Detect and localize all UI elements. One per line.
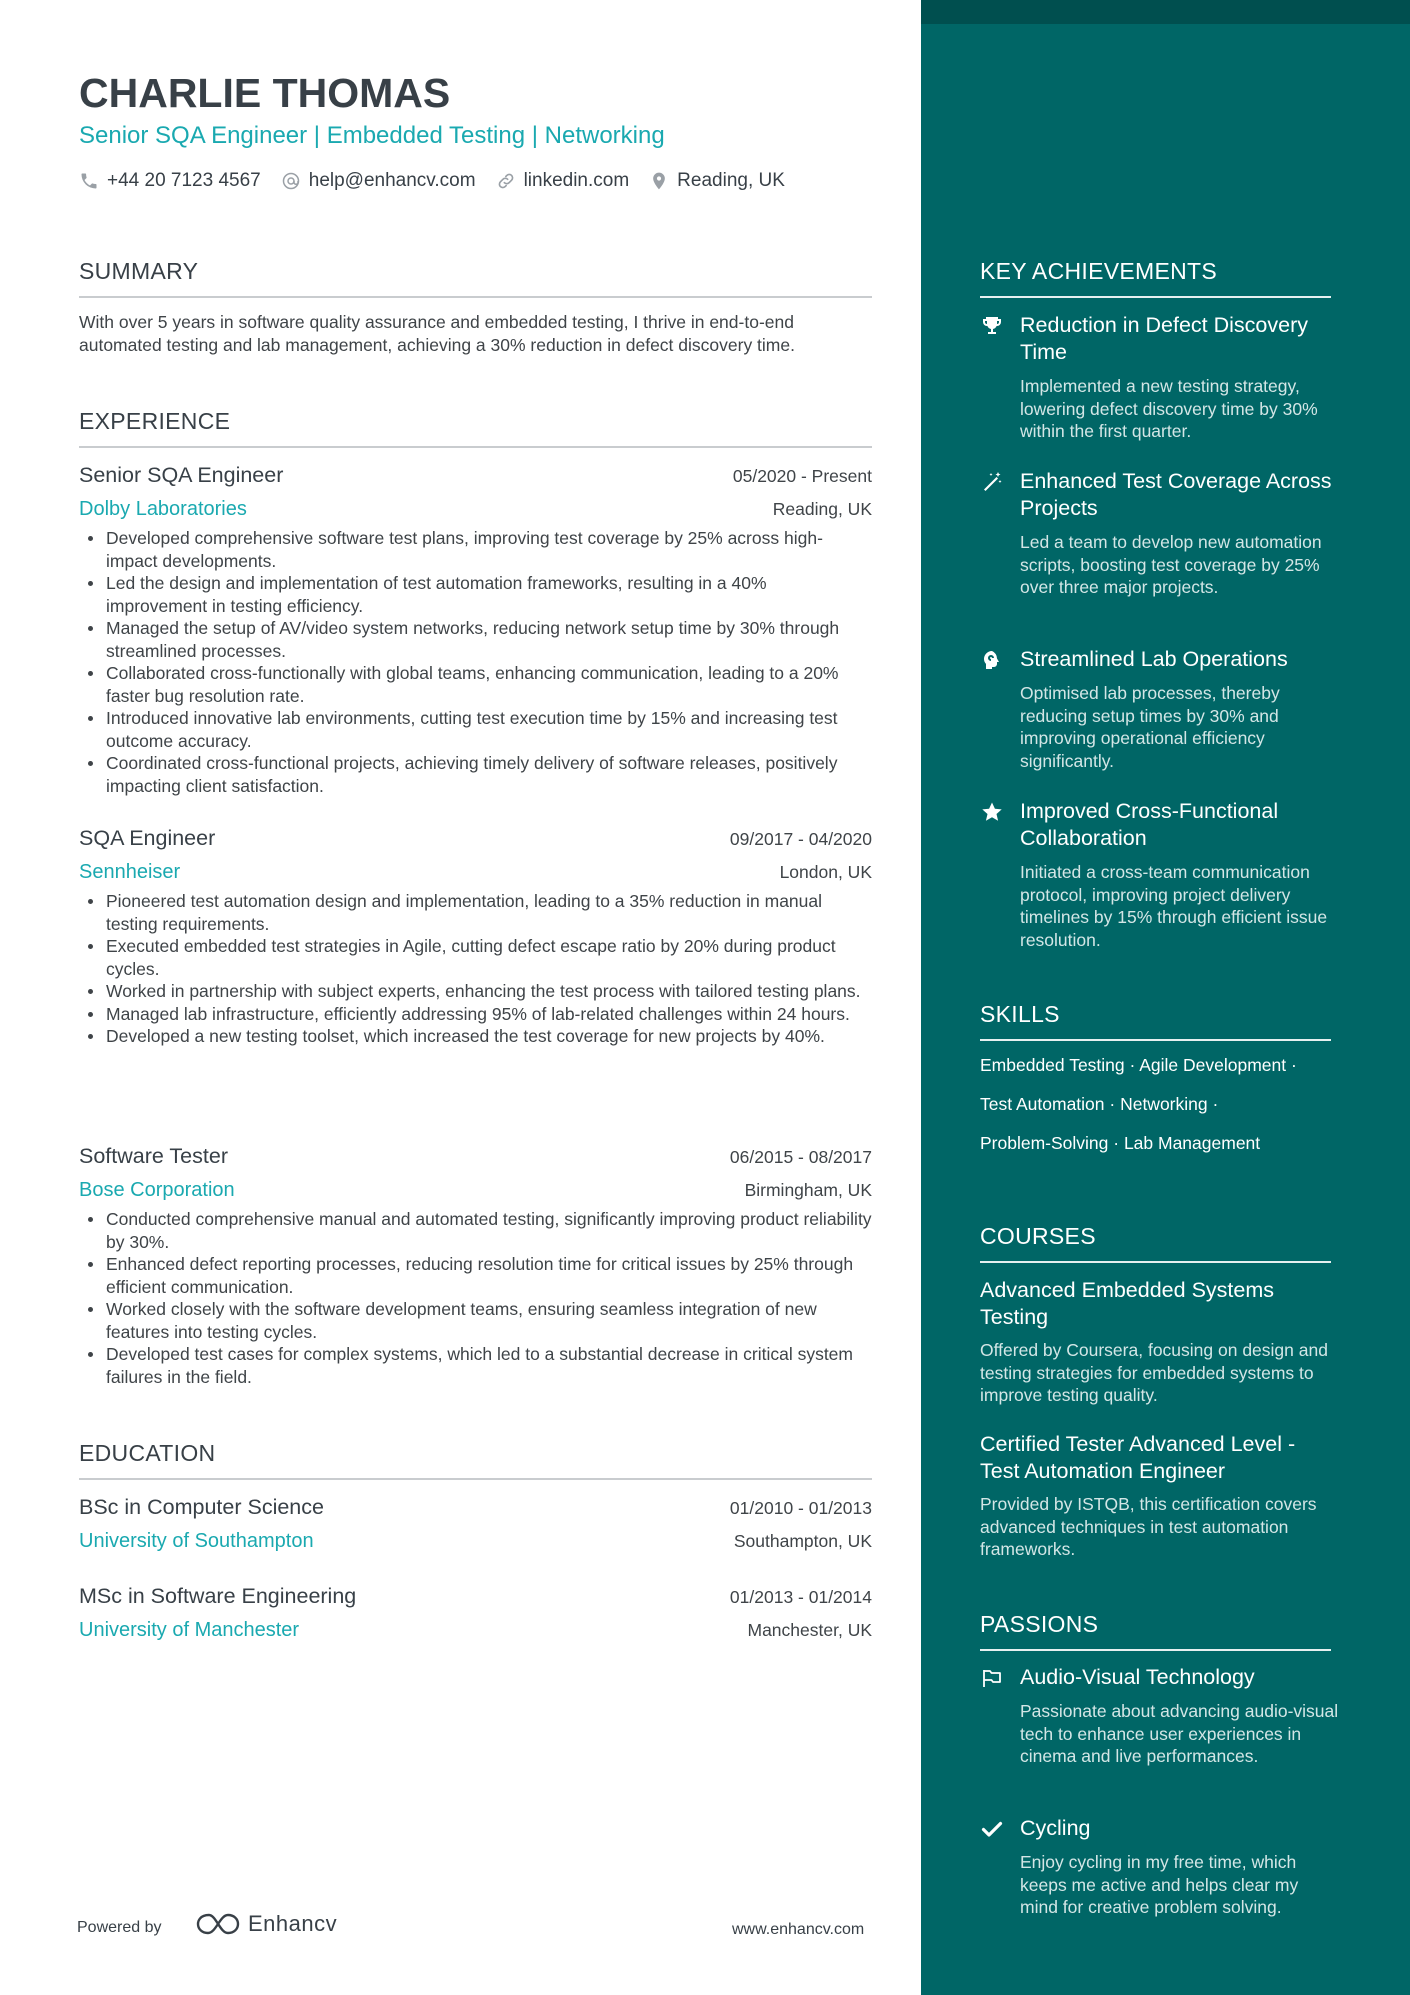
job-entry — [79, 1144, 872, 1388]
contact-location-text: Reading, UK — [677, 170, 785, 191]
achievement-title: Streamlined Lab Operations — [1020, 647, 1288, 671]
contact-location — [649, 170, 785, 192]
courses-heading: COURSES — [980, 1223, 1096, 1249]
job-bullet: Worked closely with the software development teams, ensuring seamless integration of new features into testing cycles. — [79, 1298, 872, 1343]
passion-desc: Enjoy cycling in my free time, which keeps me active and helps clear my mind for creative problem solving. — [1020, 1852, 1299, 1917]
job-bullet: Pioneered test automation design and implementation, leading to a 35% reduction in manual testing requirements. — [79, 890, 872, 935]
footer-logo[interactable] — [196, 1911, 337, 1937]
achievements-heading: KEY ACHIEVEMENTS — [980, 258, 1218, 284]
education-entry — [79, 1584, 872, 1642]
footer-powered-by: Powered by — [77, 1919, 162, 1936]
job-bullet: Developed a new testing toolset, which increased the test coverage for new projects by 40%. — [79, 1025, 872, 1048]
school[interactable]: University of Southampton — [79, 1530, 314, 1552]
job-bullet: Led the design and implementation of test automation frameworks, resulting in a 40% improvement in testing efficiency. — [79, 572, 872, 617]
skills-line: Test Automation · Networking · — [980, 1094, 1219, 1114]
achievement-item — [980, 646, 1340, 772]
candidate-title: Senior SQA Engineer | Embedded Testing | Networking — [79, 122, 665, 149]
passion-title: Cycling — [1020, 1816, 1091, 1840]
job-company[interactable]: Bose Corporation — [79, 1179, 235, 1201]
contact-linkedin-text: linkedin.com — [523, 170, 630, 191]
achievements-divider — [980, 296, 1331, 298]
passion-title: Audio-Visual Technology — [1020, 1665, 1255, 1689]
enhancv-logo-icon — [196, 1911, 240, 1937]
star-icon — [980, 800, 1004, 824]
achievement-item — [980, 312, 1340, 443]
achievement-desc: Led a team to develop new automation scripts, boosting test coverage by 25% over three major projects. — [1020, 532, 1322, 597]
contact-bar — [79, 170, 805, 192]
brain-icon — [980, 648, 1004, 672]
job-dates: 06/2015 - 08/2017 — [729, 1147, 872, 1167]
contact-phone-text: +44 20 7123 4567 — [107, 170, 261, 191]
skills-line: Problem-Solving · Lab Management — [980, 1133, 1261, 1153]
summary-text: With over 5 years in software quality assurance and embedded testing, I thrive in end-to-end automated testing and lab management, achieving a 30% reduction in defect discovery time. — [79, 312, 795, 355]
course-title: Certified Tester Advanced Level - Test Automation Engineer — [980, 1432, 1296, 1483]
job-bullet: Developed comprehensive software test plans, improving test coverage by 25% across high-impact developments. — [79, 527, 872, 572]
achievement-title: Reduction in Defect Discovery Time — [1020, 313, 1308, 364]
achievement-desc: Initiated a cross-team communication protocol, improving project delivery timelines by 15% through efficient issue resolution. — [1020, 862, 1328, 950]
edu-location: Manchester, UK — [747, 1620, 872, 1640]
job-role: Software Tester — [79, 1144, 228, 1168]
job-bullet: Developed test cases for complex systems, which led to a substantial decrease in critical system failures in the field. — [79, 1343, 872, 1388]
job-bullet: Managed the setup of AV/video system networks, reducing network setup time by 30% through streamlined processes. — [79, 617, 872, 662]
achievement-desc: Optimised lab processes, thereby reducing setup times by 30% and improving operational efficiency significantly. — [1020, 683, 1280, 771]
achievement-item — [980, 798, 1340, 951]
education-divider — [79, 1478, 872, 1480]
passion-item — [980, 1815, 1340, 1919]
summary-divider — [79, 296, 872, 298]
job-company[interactable]: Sennheiser — [79, 861, 181, 883]
course-item — [980, 1431, 1340, 1561]
job-bullets — [79, 527, 872, 797]
phone-icon — [79, 171, 99, 191]
magic-wand-icon — [980, 470, 1004, 494]
summary-heading: SUMMARY — [79, 258, 199, 284]
contact-linkedin[interactable] — [496, 170, 630, 192]
candidate-name: CHARLIE THOMAS — [79, 70, 451, 116]
contact-email[interactable] — [281, 170, 476, 192]
degree: BSc in Computer Science — [79, 1495, 324, 1519]
job-bullet: Worked in partnership with subject experts, enhancing the test process with tailored testing plans. — [79, 980, 872, 1003]
footer-brand: Enhancv — [248, 1911, 338, 1936]
achievement-item — [980, 468, 1340, 599]
sidebar-top-band — [921, 0, 1410, 24]
contact-email-text: help@enhancv.com — [308, 170, 476, 191]
job-dates: 05/2020 - Present — [732, 466, 872, 486]
school[interactable]: University of Manchester — [79, 1619, 300, 1641]
job-bullet: Conducted comprehensive manual and automated testing, significantly improving product reliability by 30%. — [79, 1208, 872, 1253]
job-role: Senior SQA Engineer — [79, 463, 284, 487]
passions-divider — [980, 1649, 1331, 1651]
job-location: Reading, UK — [772, 499, 872, 519]
location-icon — [649, 171, 669, 191]
job-bullet: Coordinated cross-functional projects, achieving timely delivery of software releases, positively impacting client satisfaction. — [79, 752, 872, 797]
job-bullet: Executed embedded test strategies in Agile, cutting defect escape ratio by 20% during product cycles. — [79, 935, 872, 980]
flag-icon — [980, 1666, 1004, 1690]
job-entry — [79, 826, 872, 1048]
courses-divider — [980, 1261, 1331, 1263]
degree: MSc in Software Engineering — [79, 1584, 357, 1608]
achievement-title: Enhanced Test Coverage Across Projects — [1020, 469, 1332, 520]
job-company[interactable]: Dolby Laboratories — [79, 498, 247, 520]
checkmark-icon — [980, 1817, 1004, 1841]
achievement-title: Improved Cross-Functional Collaboration — [1020, 799, 1279, 850]
course-desc: Provided by ISTQB, this certification covers advanced techniques in test automation frameworks. — [980, 1494, 1317, 1559]
edu-dates: 01/2010 - 01/2013 — [729, 1498, 872, 1518]
job-location: Birmingham, UK — [744, 1180, 872, 1200]
education-heading: EDUCATION — [79, 1440, 216, 1466]
course-item — [980, 1277, 1340, 1407]
job-location: London, UK — [779, 862, 872, 882]
course-title: Advanced Embedded Systems Testing — [980, 1278, 1274, 1329]
course-desc: Offered by Coursera, focusing on design and testing strategies for embedded systems to improve testing quality. — [980, 1340, 1328, 1405]
skills-line: Embedded Testing · Agile Development · — [980, 1055, 1297, 1075]
job-bullet: Enhanced defect reporting processes, reducing resolution time for critical issues by 25% through efficient communication. — [79, 1253, 872, 1298]
job-bullet: Managed lab infrastructure, efficiently addressing 95% of lab-related challenges within 24 hours. — [79, 1003, 872, 1026]
experience-divider — [79, 446, 872, 448]
achievement-desc: Implemented a new testing strategy, lowering defect discovery time by 30% within the first quarter. — [1020, 376, 1318, 441]
footer-url[interactable]: www.enhancv.com — [732, 1921, 865, 1938]
education-entry — [79, 1495, 872, 1553]
skills-heading: SKILLS — [980, 1001, 1060, 1027]
experience-heading: EXPERIENCE — [79, 408, 231, 434]
trophy-icon — [980, 314, 1004, 338]
edu-location: Southampton, UK — [733, 1531, 872, 1551]
passion-desc: Passionate about advancing audio-visual tech to enhance user experiences in cinema and live performances. — [1020, 1701, 1339, 1766]
link-icon — [496, 171, 516, 191]
edu-dates: 01/2013 - 01/2014 — [729, 1587, 872, 1607]
skills-divider — [980, 1039, 1331, 1041]
sidebar-column — [921, 0, 1410, 1995]
job-entry — [79, 463, 872, 797]
at-icon — [281, 171, 301, 191]
skills-list — [980, 1054, 1350, 1171]
job-dates: 09/2017 - 04/2020 — [729, 829, 872, 849]
contact-phone[interactable] — [79, 170, 261, 192]
job-bullet: Introduced innovative lab environments, cutting test execution time by 15% and increasing test outcome accuracy. — [79, 707, 872, 752]
job-bullets — [79, 890, 872, 1048]
job-role: SQA Engineer — [79, 826, 216, 850]
job-bullets — [79, 1208, 872, 1388]
job-bullet: Collaborated cross-functionally with global teams, enhancing communication, leading to a 20% faster bug resolution rate. — [79, 662, 872, 707]
passions-heading: PASSIONS — [980, 1611, 1099, 1637]
passion-item — [980, 1664, 1340, 1768]
